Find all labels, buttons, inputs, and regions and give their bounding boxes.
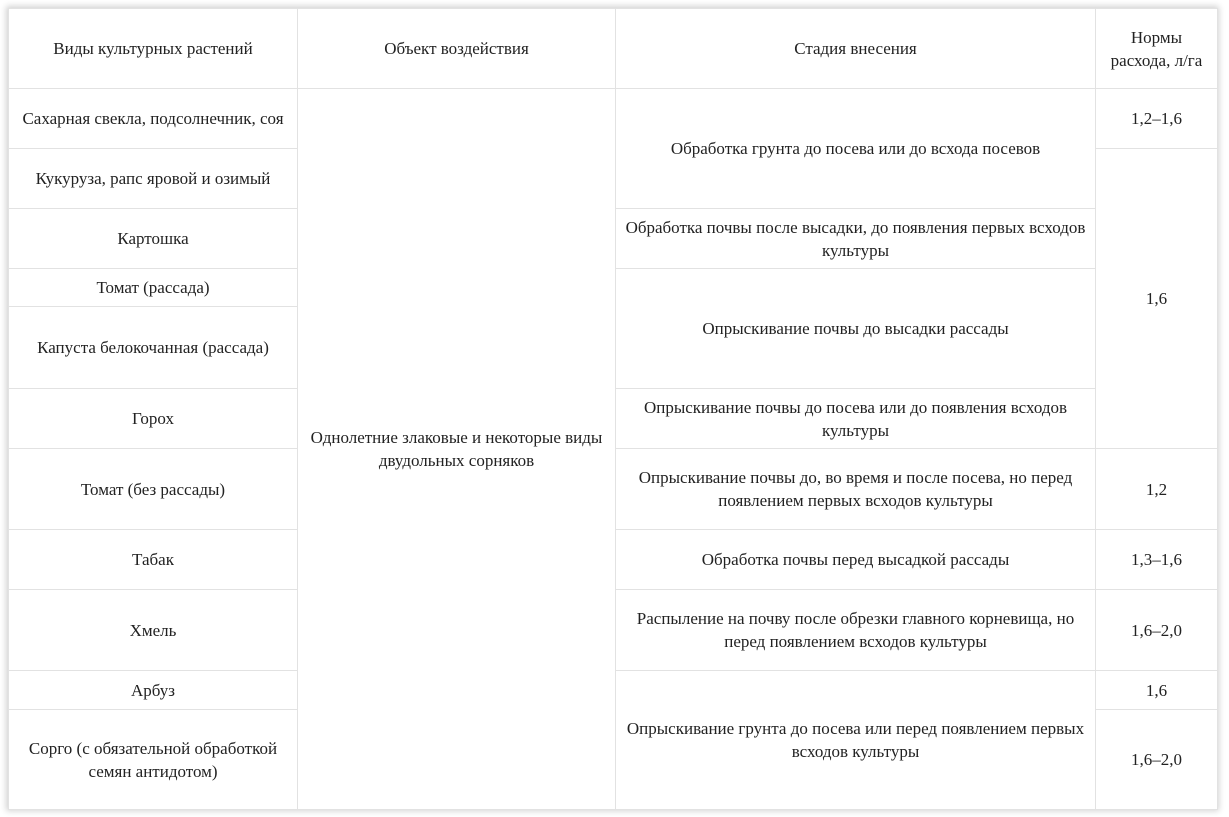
crop-cell: Кукуруза, рапс яровой и озимый (9, 149, 298, 209)
target-cell: Однолетние злаковые и некоторые виды двудольных сорняков (298, 89, 616, 810)
rate-cell: 1,6–2,0 (1096, 710, 1218, 810)
herbicide-table-frame (8, 8, 1217, 809)
crop-cell: Капуста белокочанная (рассада) (9, 307, 298, 389)
rate-cell: 1,6–2,0 (1096, 590, 1218, 671)
crop-cell: Табак (9, 530, 298, 590)
table-header-row (9, 9, 1218, 89)
rate-cell: 1,2 (1096, 449, 1218, 530)
rate-cell: 1,3–1,6 (1096, 530, 1218, 590)
herbicide-application-table (8, 8, 1218, 810)
stage-cell: Обработка почвы после высадки, до появления первых всходов культуры (616, 209, 1096, 269)
stage-cell: Обработка грунта до посева или до всхода посевов (616, 89, 1096, 209)
header-target: Объект воздействия (298, 9, 616, 89)
table-row (9, 89, 1218, 149)
stage-cell: Обработка почвы перед высадкой рассады (616, 530, 1096, 590)
crop-cell: Хмель (9, 590, 298, 671)
rate-cell: 1,2–1,6 (1096, 89, 1218, 149)
header-stage: Стадия внесения (616, 9, 1096, 89)
stage-cell: Опрыскивание грунта до посева или перед появлением первых всходов культуры (616, 671, 1096, 810)
crop-cell: Сахарная свекла, подсолнечник, соя (9, 89, 298, 149)
crop-cell: Горох (9, 389, 298, 449)
crop-cell: Сорго (с обязательной обработкой семян антидотом) (9, 710, 298, 810)
header-crops: Виды культурных растений (9, 9, 298, 89)
header-rate: Нормы расхода, л/га (1096, 9, 1218, 89)
rate-cell: 1,6 (1096, 671, 1218, 710)
crop-cell: Томат (рассада) (9, 269, 298, 307)
crop-cell: Томат (без рассады) (9, 449, 298, 530)
stage-cell: Распыление на почву после обрезки главного корневища, но перед появлением всходов культуры (616, 590, 1096, 671)
crop-cell: Картошка (9, 209, 298, 269)
stage-cell: Опрыскивание почвы до, во время и после посева, но перед появлением первых всходов культуры (616, 449, 1096, 530)
crop-cell: Арбуз (9, 671, 298, 710)
stage-cell: Опрыскивание почвы до посева или до появления всходов культуры (616, 389, 1096, 449)
rate-cell: 1,6 (1096, 149, 1218, 449)
stage-cell: Опрыскивание почвы до высадки рассады (616, 269, 1096, 389)
